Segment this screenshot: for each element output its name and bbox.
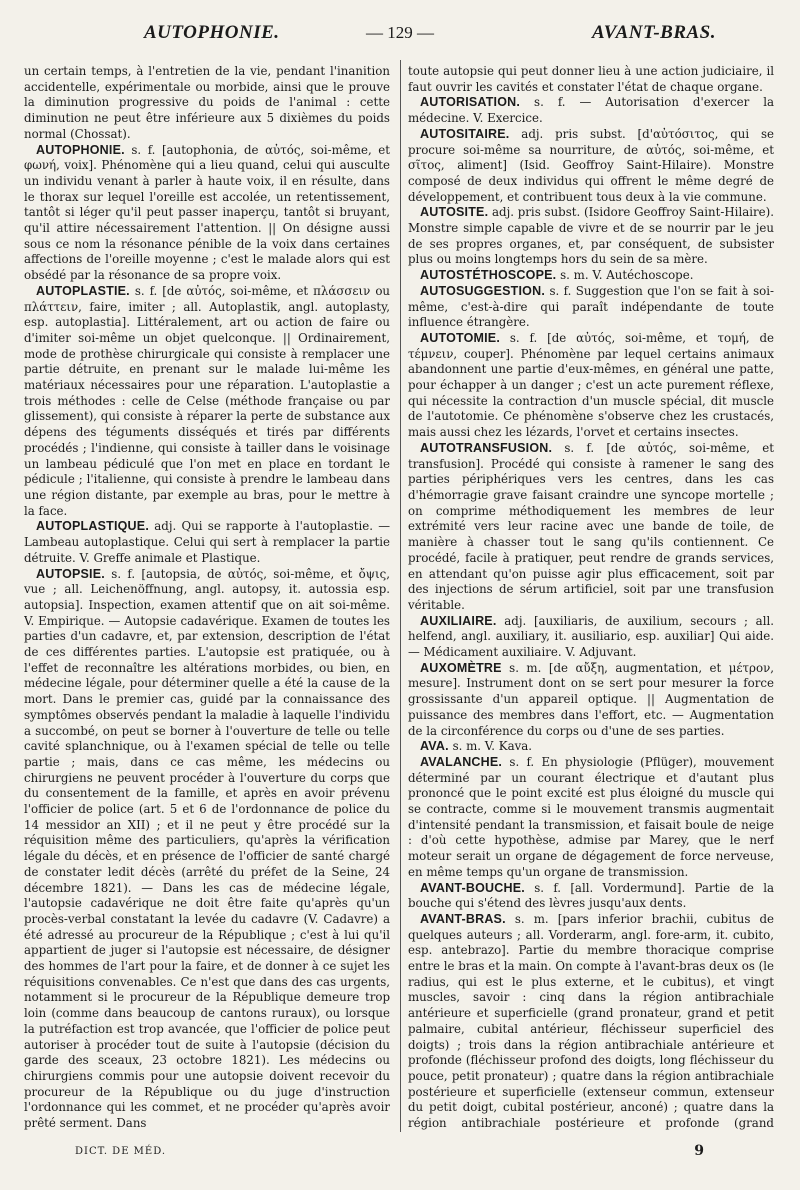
entry-headword: AUTOPHONIE. bbox=[36, 142, 125, 157]
running-head-left: AUTOPHONIE. bbox=[144, 22, 280, 43]
column-divider bbox=[400, 60, 401, 1132]
dictionary-entry bbox=[408, 661, 774, 740]
signature-number: 9 bbox=[694, 1143, 705, 1159]
dictionary-entry bbox=[408, 331, 774, 441]
dictionary-entry bbox=[24, 284, 390, 520]
dictionary-entry bbox=[408, 614, 774, 661]
page-header bbox=[24, 22, 776, 48]
entry-headword: AUTOSITE. bbox=[420, 205, 489, 220]
page-number: — 129 — bbox=[366, 23, 434, 42]
entry-definition: s. f. [autophonia, de αὐτός, soi-même, et φωνή, voix]. Phénomène qui a lieu quand, celui qui ausculte un individu venant à parler à haute voix, il en résulte, dans le thorax sur lequel l'oreille est accolée, un retentissement, tantôt si léger qu'il peut passer inaperçu, tantôt si bruyant, qu'il attire nécessairement l'attention. || On désigne aussi sous ce nom la résonance pénible de la voix dans certaines affections de l'oreille moyenne ; c'est le malade alors qui est obsédé par la résonance de sa propre voix. bbox=[24, 142, 390, 283]
dictionary-entry bbox=[408, 881, 774, 912]
left-column bbox=[24, 64, 390, 1130]
dictionary-entry bbox=[24, 143, 390, 284]
entry-headword: AVANT-BRAS. bbox=[420, 911, 506, 926]
entry-headword: AUTORISATION. bbox=[420, 95, 521, 110]
right-column bbox=[408, 64, 774, 1130]
running-head-right: AVANT-BRAS. bbox=[592, 22, 716, 43]
entry-definition: adj. pris subst. [d'αὐτόσιτος, qui se procure soi-même sa nourriture, de αὐτός, soi-même, et σῖτος, aliment] (Isid. Geoffroy Saint-Hilaire). Monstre composé de deux individus qui offrent le même degré de développement, et contribuent tous deux à la vie commune. bbox=[408, 126, 774, 204]
entry-headword: AUTOTRANSFUSION. bbox=[420, 440, 553, 455]
entry-headword: AUXOMÈTRE bbox=[420, 660, 502, 675]
dictionary-entry bbox=[24, 567, 390, 1131]
entry-headword: AUTOPLASTIE. bbox=[36, 283, 130, 298]
entry-definition: s. f. [all. Vordermund]. Partie de la bouche qui s'étend des lèvres jusqu'aux dents. bbox=[408, 880, 774, 911]
entry-headword: AUTOSTÉTHOSCOPE. bbox=[420, 268, 557, 283]
entry-definition: s. f. — Autorisation d'exercer la médecine. V. Exercice. bbox=[408, 95, 774, 126]
entry-headword: AUTOSITAIRE. bbox=[420, 126, 510, 141]
entry-definition: s. f. [de αὐτός, soi-même, et τομή, de τέμνειν, couper]. Phénomène par lequel certains animaux abandonnent une partie d'eux-mêmes, en général une patte, pour échapper à un danger ; c'est un acte purement réflexe, qui nécessite la contraction d'un muscle spécial, dit muscle de l'autotomie. Ce phénomène s'observe chez les crustacés, mais aussi chez les lézards, l'orvet et certains insectes. bbox=[408, 330, 774, 440]
entry-definition: s. m. [de αὔξη, augmentation, et μέτρον, mesure]. Instrument dont on se sert pour mesurer la force grossissante d'un appareil optique. || Augmentation de puissance des membres dans l'effort, etc. — Augmentation de la circonférence du corps ou d'une de ses parties. bbox=[408, 660, 774, 738]
dictionary-entry bbox=[408, 912, 774, 1130]
entry-headword: AVANT-BOUCHE. bbox=[420, 880, 525, 895]
dictionary-entry bbox=[408, 284, 774, 331]
entry-definition: s. f. [de αὐτός, soi-même, et transfusion]. Procédé qui consiste à ramener le sang des parties périphériques vers les centres, dans les cas d'hémorragie grave faisant craindre une syncope mortelle ; on comprime méthodiquement les membres de leur extrémité vers leur racine avec une bande de toile, de manière à chasser tout le sang qu'ils contiennent. Ce procédé, facile à pratiquer, peut rendre de grands services, en attendant qu'on puisse agir plus efficacement, soit par des injections de sérum artificiel, soit par une transfusion véritable. bbox=[408, 440, 774, 612]
entry-headword: AUTOSUGGESTION. bbox=[420, 283, 546, 298]
dictionary-entry bbox=[408, 64, 774, 95]
dictionary-entry bbox=[408, 441, 774, 614]
dictionary-entry bbox=[408, 205, 774, 268]
entry-definition: s. f. [de αὐτός, soi-même, et πλάσσειν ou πλάττειν, faire, imiter ; all. Autoplastik, angl. autoplasty, esp. autoplastia]. Littéralement, art ou action de faire ou d'imiter soi-même un objet quelconque. || Ordinairement, mode de prothèse chirurgicale qui consiste à remplacer une partie détruite, en prenant sur le malade lui-même les matériaux nécessaires pour une réparation. L'autoplastie a trois méthodes : celle de Celse (méthode française ou par glissement), qui consiste à réparer la perte de substance aux dépens des téguments disséqués et tirés par différents procédés ; l'indienne, qui consiste à tailler dans le voisinage un lambeau pédiculé que l'on met en place en tordant le pédicule ; l'italienne, qui consiste à prendre le lambeau dans une région distante, par exemple au bras, pour le mettre à la face. bbox=[24, 283, 390, 518]
entry-definition: s. m. V. Autéchoscope. bbox=[560, 268, 694, 283]
page-footer bbox=[75, 1143, 705, 1164]
entry-headword: AVALANCHE. bbox=[420, 754, 503, 769]
entry-definition: toute autopsie qui peut donner lieu à une action judiciaire, il faut ouvrir les cavités et constater l'état de chaque organe. bbox=[408, 64, 774, 94]
dictionary-entry bbox=[24, 519, 390, 566]
entry-definition: s. m. V. Kava. bbox=[452, 739, 533, 754]
entry-definition: adj. [auxiliaris, de auxilium, secours ; all. helfend, angl. auxiliary, it. ausiliario, esp. auxiliar] Qui aide. — Médicament auxiliaire. V. Adjuvant. bbox=[408, 613, 774, 660]
entry-definition: s. f. Suggestion que l'on se fait à soi-même, c'est-à-dire qui paraît indépendante de toute influence étrangère. bbox=[408, 283, 774, 330]
entry-definition: adj. Qui se rapporte à l'autoplastie. — Lambeau autoplastique. Celui qui sert à remplacer la partie détruite. V. Greffe animale et Plastique. bbox=[24, 519, 390, 565]
entry-headword: AUTOPLASTIQUE. bbox=[36, 519, 149, 534]
entry-headword: AUTOPSIE. bbox=[36, 566, 105, 581]
entry-definition: adj. pris subst. (Isidore Geoffroy Saint-Hilaire). Monstre simple capable de vivre et de se nourrir par le jeu de ses propres organes, et, par conséquent, de subsister plus ou moins longtemps hors du sein de sa mère. bbox=[408, 205, 774, 267]
dictionary-entry bbox=[408, 95, 774, 126]
entry-definition: s. f. En physiologie (Pflüger), mouvement déterminé par un courant électrique et d'autant plus prononcé que le point excité est plus éloigné du muscle qui se contracte, comme si le mouvement transmis augmentait d'intensité pendant la transmission, et faisait boule de neige : d'où cette hypothèse, admise par Marey, que le nerf moteur serait un organe de dégagement de force nerveuse, en même temps qu'un organe de transmission. bbox=[408, 754, 774, 879]
entry-headword: AUXILIAIRE. bbox=[420, 613, 497, 628]
entry-definition: un certain temps, à l'entretien de la vie, pendant l'inanition accidentelle, expérimentale ou morbide, ainsi que le prouve la diminution progressive du poids de l'animal : cette diminution ne peut être inférieure aux 5 dixièmes du poids normal (Chossat). bbox=[24, 64, 390, 141]
dictionary-entry bbox=[408, 127, 774, 206]
signature-mark: DICT. DE MÉD. bbox=[75, 1146, 167, 1157]
dictionary-entry bbox=[24, 64, 390, 143]
dictionary-entry bbox=[408, 739, 774, 755]
entry-definition: s. f. [autopsia, de αὐτός, soi-même, et ὄψις, vue ; all. Leichenöffnung, angl. autopsy, it. autossia esp. autopsia]. Inspection, examen attentif que on ait soi-même. V. Empirique. — Autopsie cadavérique. Examen de toutes les parties d'un cadavre, et, par extension, description de l'état de ces différentes parties. L'autopsie est pratiquée, ou à l'effet de reconnaître les altérations morbides, ou bien, en médecine légale, pour déterminer quelle a été la cause de la mort. Dans le premier cas, guidé par la connaissance des symptômes observés pendant la maladie à laquelle l'individu a succombé, on peut se borner à l'ouverture de telle ou telle cavité splanchnique, ou à l'examen spécial de telle ou telle partie ; mais, dans ce cas même, les médecins ou chirurgiens ne peuvent procéder à l'ouverture du corps que du consentement de la famille, et après en avoir prévenu l'officier de police (art. 5 et 6 de l'ordonnance de police du 14 messidor an XII) ; et il ne peut y être procédé sur la réquisition même des particuliers, qu'après la vérification légale du décès, et en présence de l'officier de santé chargé de constater ledit décès (arrêté du préfet de la Seine, 24 décembre 1821). — Dans les cas de médecine légale, l'autopsie cadavérique ne doit être faite qu'après qu'un procès-verbal constatant la levée du cadavre (V. Cadavre) a été adressé au procureur de la République ; c'est à lui qu'il appartient de juger si l'autopsie est nécessaire, de désigner des hommes de l'art pour la faire, et de donner à ce sujet les réquisitions convenables. Ce n'est que dans des cas urgents, notamment si le procureur de la République demeure trop loin (comme dans beaucoup de cantons ruraux), ou lorsque la putréfaction est trop avancée, que l'officier de police peut autoriser à procéder tout de suite à l'autopsie (décision du garde des sceaux, 23 octobre 1821). Les médecins ou chirurgiens commis pour une autopsie doivent recevoir du procureur de la République ou du juge d'instruction l'ordonnance qui les commet, et ne procéder qu'après avoir prêté serment. Dans bbox=[24, 566, 390, 1130]
entry-headword: AVA. bbox=[420, 739, 449, 754]
dictionary-entry bbox=[408, 755, 774, 881]
entry-headword: AUTOTOMIE. bbox=[420, 330, 501, 345]
entry-definition: s. m. [pars inferior brachii, cubitus de quelques auteurs ; all. Vorderarm, angl. fore-arm, it. cubito, esp. antebrazo]. Partie du membre thoracique comprise entre le bras et la main. On compte à l'avant-bras deux os (le radius, qui est le plus externe, et le cubitus), et vingt muscles, savoir : cinq dans la région antibrachiale antérieure et superficielle (grand pronateur, grand et petit palmaire, cubital antérieur, fléchisseur superficiel des doigts) ; trois dans la région antibrachiale antérieure et profonde (fléchisseur profond des doigts, long fléchisseur du pouce, petit pronateur) ; quatre dans la région antibrachiale postérieure et superficielle (extenseur commun, extenseur du petit doigt, cubital postérieur, anconé) ; quatre dans la région antibrachiale postérieure et profonde (grand bbox=[408, 911, 774, 1130]
dictionary-entry bbox=[408, 268, 774, 284]
